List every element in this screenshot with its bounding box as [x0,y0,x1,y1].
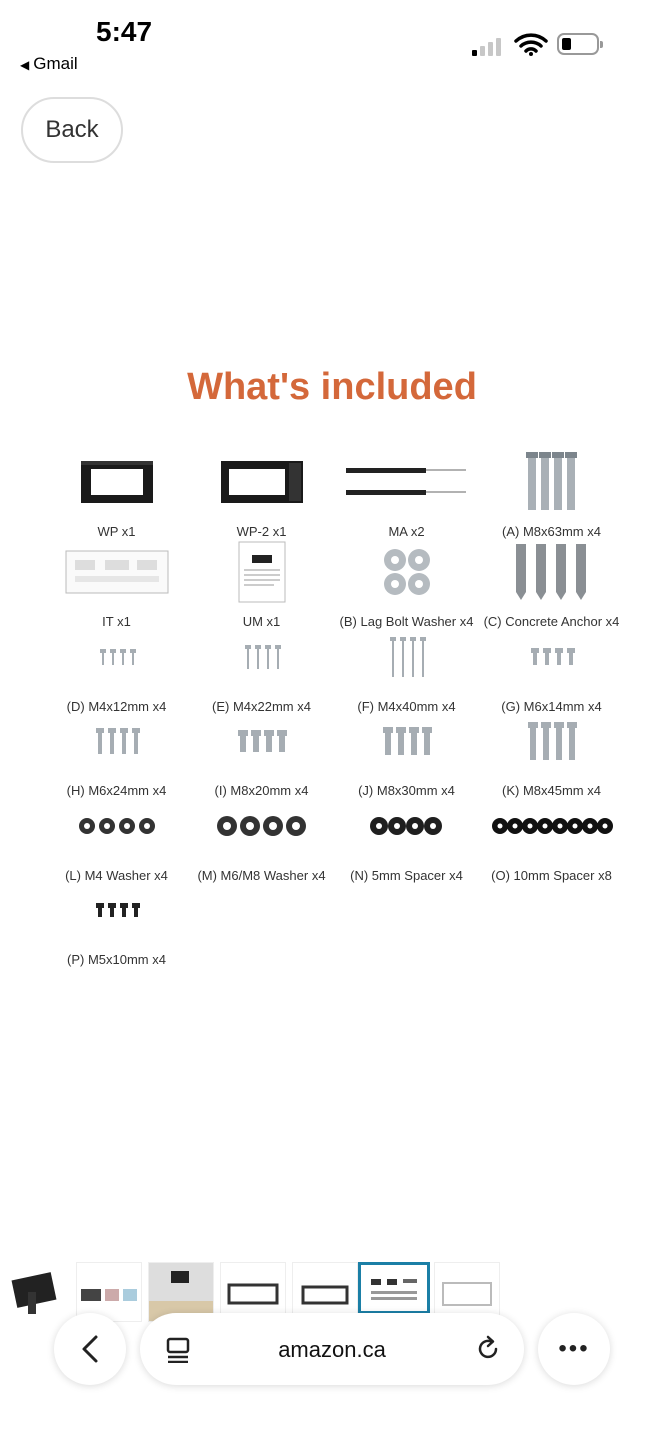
part-label: WP-2 x1 [236,524,287,539]
part-label: WP x1 [97,524,136,539]
section-heading: What's included [187,366,477,408]
part-item-wp [44,452,189,539]
battery-icon [557,33,599,55]
reload-icon[interactable] [474,1335,502,1363]
m4-washer-image [44,796,189,856]
part-label: (D) M4x12mm x4 [66,699,167,714]
part-label: (A) M8x63mm x4 [502,524,601,539]
part-item-i [189,711,334,798]
part-label: (G) M6x14mm x4 [501,699,602,714]
part-item-d [44,627,189,714]
part-item-o [479,796,624,883]
part-label: (O) 10mm Spacer x8 [491,868,612,883]
back-triangle-icon: ◀ [20,58,30,72]
part-item-um [189,542,334,629]
part-label: UM x1 [242,614,281,629]
5mm-spacer-image [334,796,479,856]
part-item-it [44,542,189,629]
part-item-g [479,627,624,714]
part-label: (C) Concrete Anchor x4 [483,614,620,629]
screw-m8x30-image [334,711,479,771]
screw-m5x10-image [44,880,189,940]
address-bar[interactable] [140,1313,524,1385]
part-item-k [479,711,624,798]
part-item-p [44,880,189,967]
mounting-arm-image [334,452,479,512]
concrete-anchor-image [479,542,624,602]
part-label: (F) M4x40mm x4 [357,699,456,714]
lag-bolt-washer-image [334,542,479,602]
clock: 5:47 [96,16,153,47]
user-manual-image [189,542,334,602]
part-item-ma [334,452,479,539]
part-label: (I) M8x20mm x4 [214,783,309,798]
back-button[interactable]: Back [21,97,123,163]
part-item-b [334,542,479,629]
chevron-left-icon [80,1334,100,1364]
return-to-app-link[interactable] [20,54,78,74]
part-item-f [334,627,479,714]
part-label: MA x2 [388,524,425,539]
more-options-button[interactable] [538,1313,610,1385]
screw-m4x12-image [44,627,189,687]
screw-m4x40-image [334,627,479,687]
screw-m4x22-image [189,627,334,687]
part-label: (P) M5x10mm x4 [67,952,166,967]
part-item-n [334,796,479,883]
status-bar [0,0,664,80]
part-item-j [334,711,479,798]
part-item-l [44,796,189,883]
part-item-h [44,711,189,798]
part-item-wp2 [189,452,334,539]
screw-m8x20-image [189,711,334,771]
m6-m8-washer-image [189,796,334,856]
part-label: (H) M6x24mm x4 [66,783,167,798]
screw-m6x24-image [44,711,189,771]
url-text: amazon.ca [278,1337,386,1362]
part-label: (B) Lag Bolt Washer x4 [339,614,474,629]
thumbnail-6-selected[interactable] [358,1262,430,1314]
wall-plate-image [44,452,189,512]
wall-plate-2-image [189,452,334,512]
lag-bolt-image [479,452,624,512]
part-label: (K) M8x45mm x4 [502,783,601,798]
part-label: IT x1 [102,614,131,629]
part-item-m [189,796,334,883]
thumbnail-1[interactable] [4,1262,70,1322]
cellular-signal-icon [472,36,506,56]
part-label: (N) 5mm Spacer x4 [350,868,463,883]
part-item-c [479,542,624,629]
part-item-a [479,452,624,539]
part-item-e [189,627,334,714]
10mm-spacer-image [479,796,624,856]
part-label: (M) M6/M8 Washer x4 [197,868,326,883]
screw-m8x45-image [479,711,624,771]
part-label: (J) M8x30mm x4 [358,783,455,798]
part-label: (E) M4x22mm x4 [212,699,311,714]
instruction-template-image [44,542,189,602]
screw-m6x14-image [479,627,624,687]
return-app-label: Gmail [33,54,78,73]
part-label: (L) M4 Washer x4 [65,868,168,883]
wifi-icon [514,32,548,56]
ellipsis-icon: ••• [558,1335,590,1362]
browser-back-button[interactable] [54,1313,126,1385]
